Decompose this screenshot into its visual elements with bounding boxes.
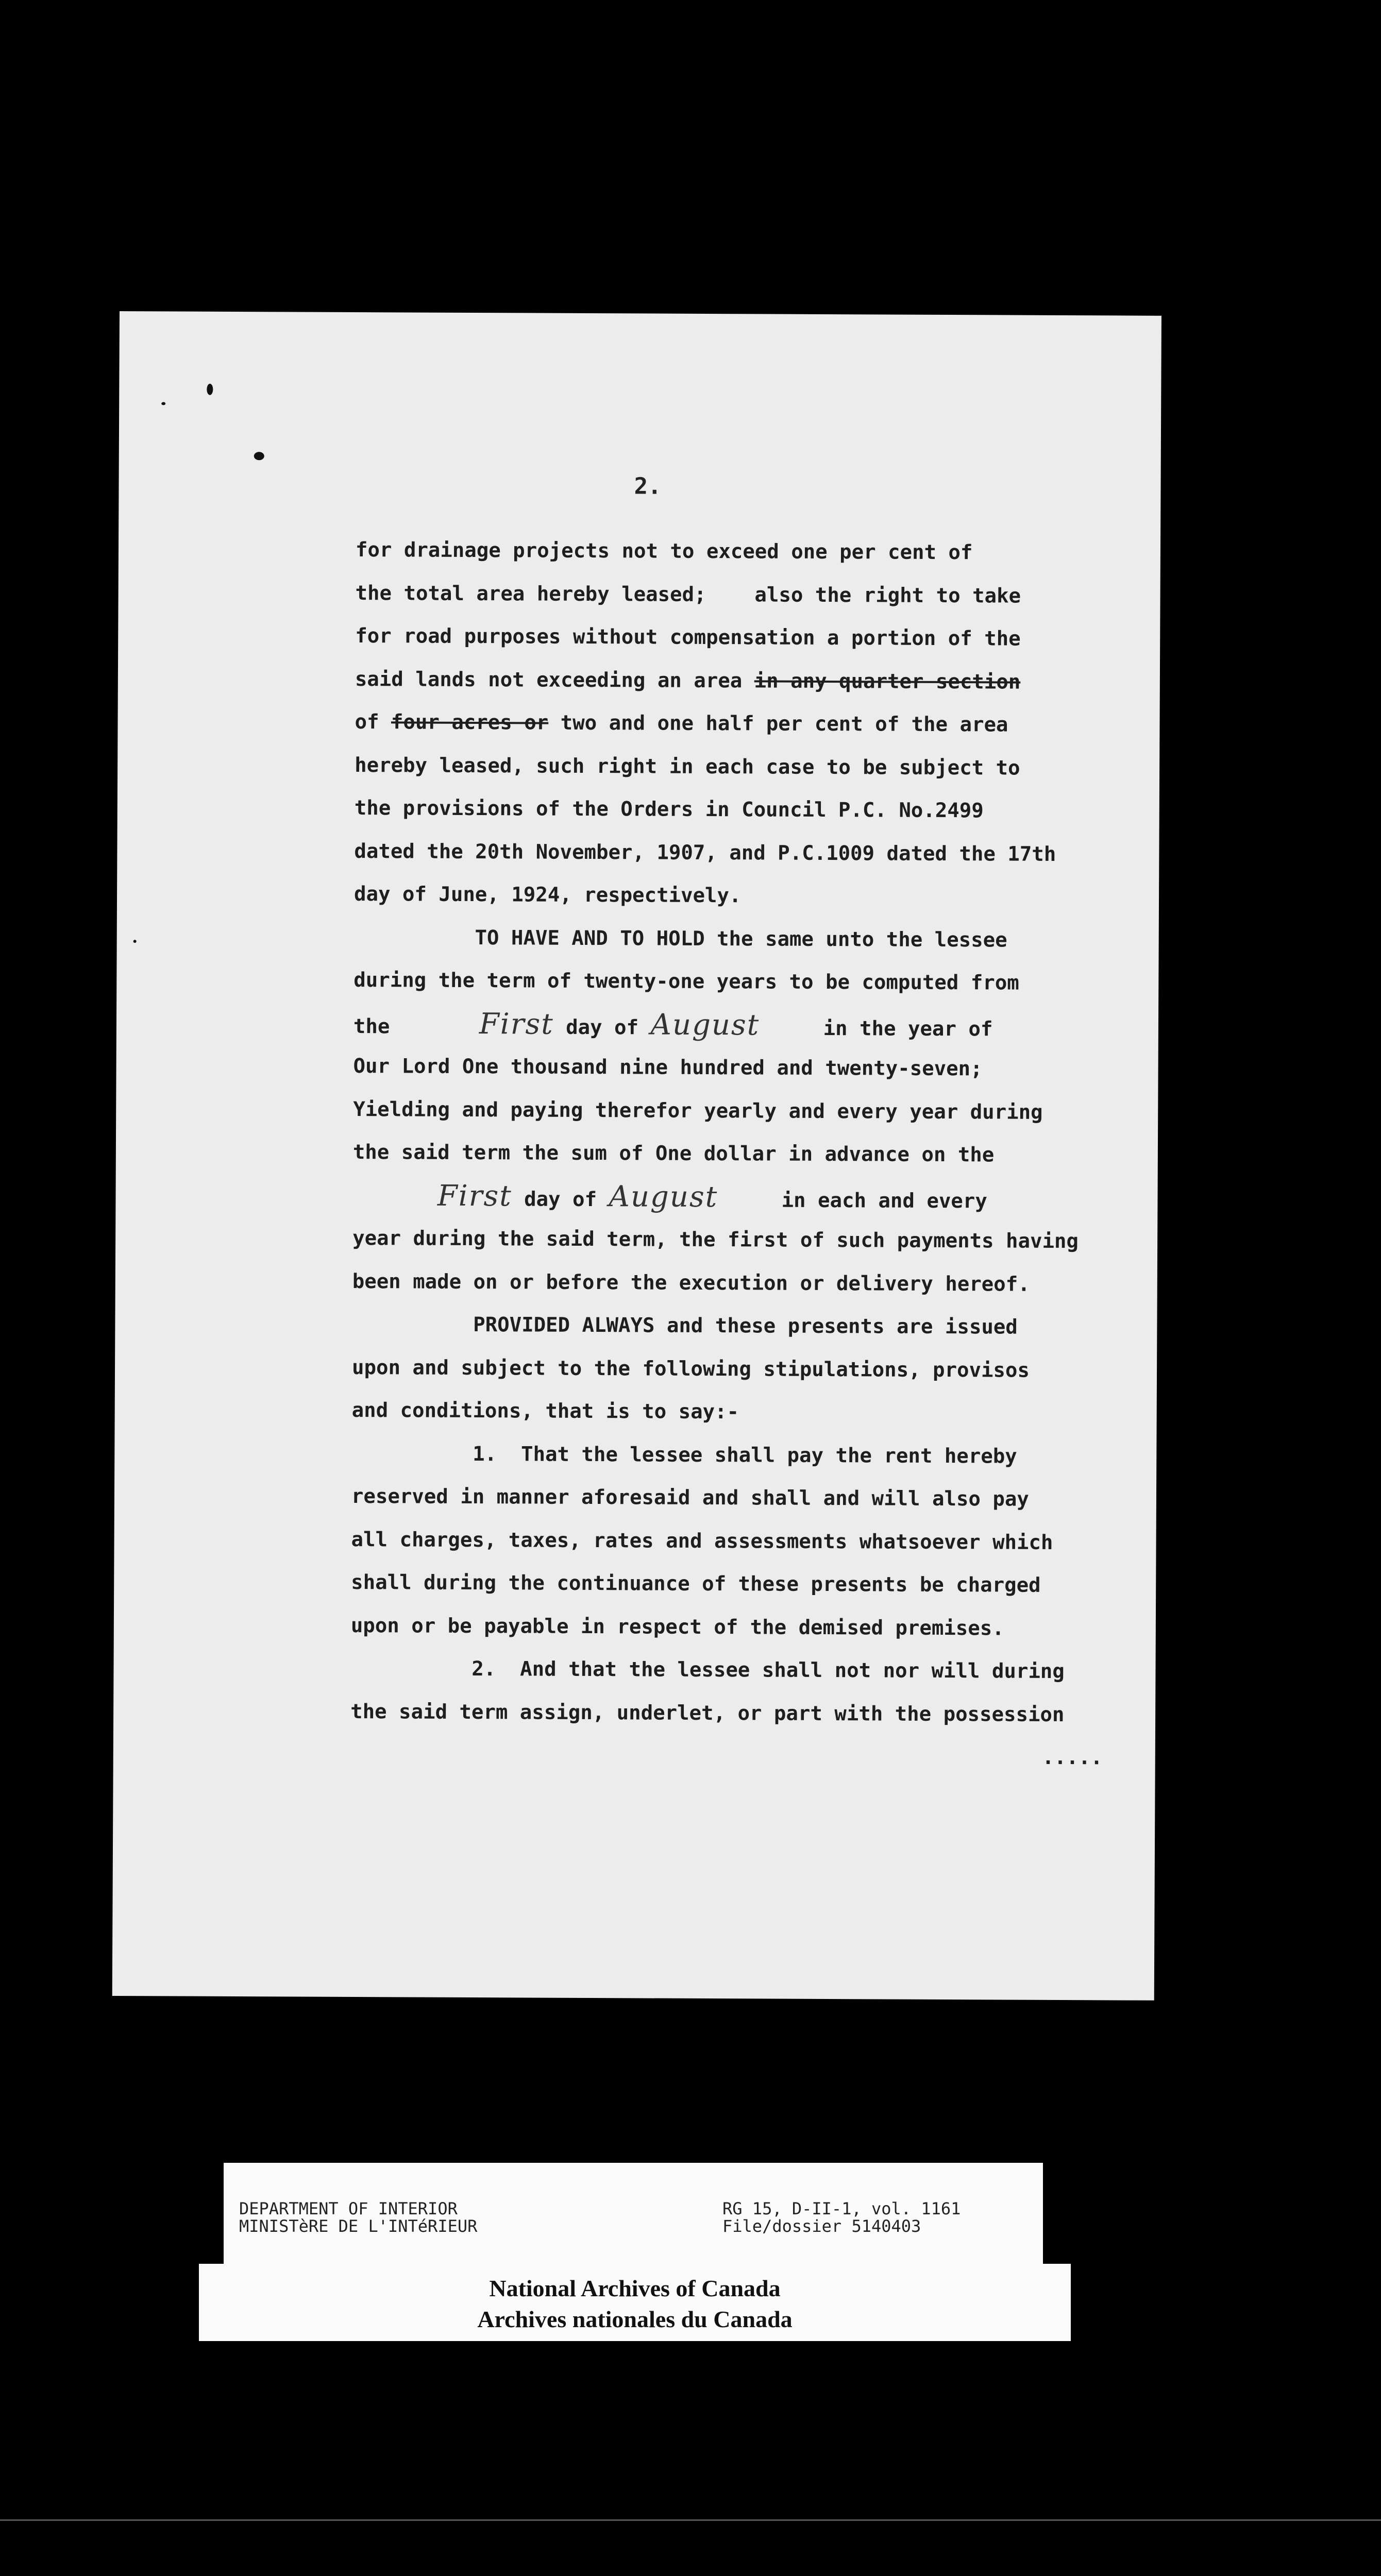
handwritten-day: First: [437, 1179, 512, 1213]
handwritten-month: August: [650, 1008, 760, 1042]
text-span: said lands not exceeding an area: [355, 667, 754, 692]
paper-mark: [161, 402, 165, 405]
text-line: PROVIDED ALWAYS and these presents are issued: [352, 1312, 1018, 1339]
text-line: hereby leased, such right in each case to be subject to: [355, 753, 1020, 780]
text-span: day of: [553, 1015, 651, 1040]
text-line: dated the 20th November, 1907, and P.C.1009 dated the 17th: [354, 839, 1056, 866]
text-line: during the term of twenty-one years to be computed from: [353, 968, 1019, 995]
text-line: 2. And that the lessee shall not nor will during: [350, 1656, 1065, 1684]
archives-label: [199, 2264, 1071, 2341]
text-line: been made on or before the execution or delivery hereof.: [352, 1269, 1030, 1296]
text-line: the provisions of the Orders in Council P.C. No.2499: [354, 796, 984, 823]
struck-text: in any quarter section: [754, 669, 1021, 694]
department-block: [239, 2200, 477, 2235]
department-fr: MINISTèRE DE L'INTéRIEUR: [239, 2216, 478, 2236]
text-line: year during the said term, the first of such payments having: [352, 1226, 1079, 1253]
continuation-dots: .....: [1042, 1745, 1103, 1770]
text-span: in each and every: [769, 1189, 987, 1213]
text-line: all charges, taxes, rates and assessments whatsoever which: [351, 1528, 1053, 1554]
text-span: day of: [512, 1187, 609, 1211]
reference-block: [722, 2200, 961, 2235]
text-line: [355, 658, 1128, 704]
paper-mark: [254, 452, 264, 460]
text-line: the total area hereby leased; also the right to take: [355, 581, 1021, 608]
text-line: [352, 1174, 1125, 1220]
text-span: in the year of: [811, 1016, 993, 1041]
record-group: RG 15, D-II-1, vol. 1161: [722, 2199, 961, 2218]
text-line: upon or be payable in respect of the demised premises.: [350, 1614, 1004, 1640]
text-line: reserved in manner aforesaid and shall and will also pay: [351, 1484, 1029, 1511]
page-number: 2.: [634, 473, 662, 500]
text-span: the: [353, 1014, 402, 1038]
paper-mark: [207, 384, 213, 395]
struck-text: four acres or: [391, 710, 549, 735]
text-line: [355, 701, 1127, 747]
paper-mark: [133, 940, 137, 943]
text-line: Yielding and paying therefor yearly and every year during: [353, 1097, 1043, 1124]
text-line: Our Lord One thousand nine hundred and twenty-seven;: [353, 1054, 983, 1081]
text-line: for drainage projects not to exceed one per cent of: [355, 538, 973, 565]
text-line: day of June, 1924, respectively.: [353, 882, 742, 908]
file-number: File/dossier 5140403: [722, 2216, 921, 2236]
lease-text: [350, 529, 1129, 1780]
archives-name-fr: Archives nationales du Canada: [477, 2306, 793, 2332]
text-span: two and one half per cent of the area: [548, 711, 1008, 737]
text-line: shall during the continuance of these presents be charged: [351, 1570, 1041, 1597]
handwritten-day: First: [479, 1007, 554, 1041]
text-line: and conditions, that is to say:-: [351, 1398, 739, 1424]
text-line: [353, 1002, 1126, 1048]
document-page: [112, 311, 1161, 2001]
reference-slip: [224, 2163, 1043, 2264]
text-line: upon and subject to the following stipulations, provisos: [351, 1355, 1030, 1382]
divider: [0, 2519, 1381, 2521]
text-span: of: [355, 710, 392, 734]
archives-name-en: National Archives of Canada: [489, 2275, 781, 2301]
text-line: the said term assign, underlet, or part with the possession: [350, 1700, 1065, 1726]
handwritten-month: August: [609, 1179, 718, 1214]
department-en: DEPARTMENT OF INTERIOR: [239, 2199, 458, 2218]
text-line: the said term the sum of One dollar in advance on the: [352, 1140, 995, 1167]
text-span: [352, 1187, 437, 1210]
text-line: for road purposes without compensation a portion of the: [355, 624, 1021, 651]
text-line: TO HAVE AND TO HOLD the same unto the lessee: [353, 925, 1007, 952]
text-line: 1. That the lessee shall pay the rent hereby: [351, 1442, 1017, 1468]
